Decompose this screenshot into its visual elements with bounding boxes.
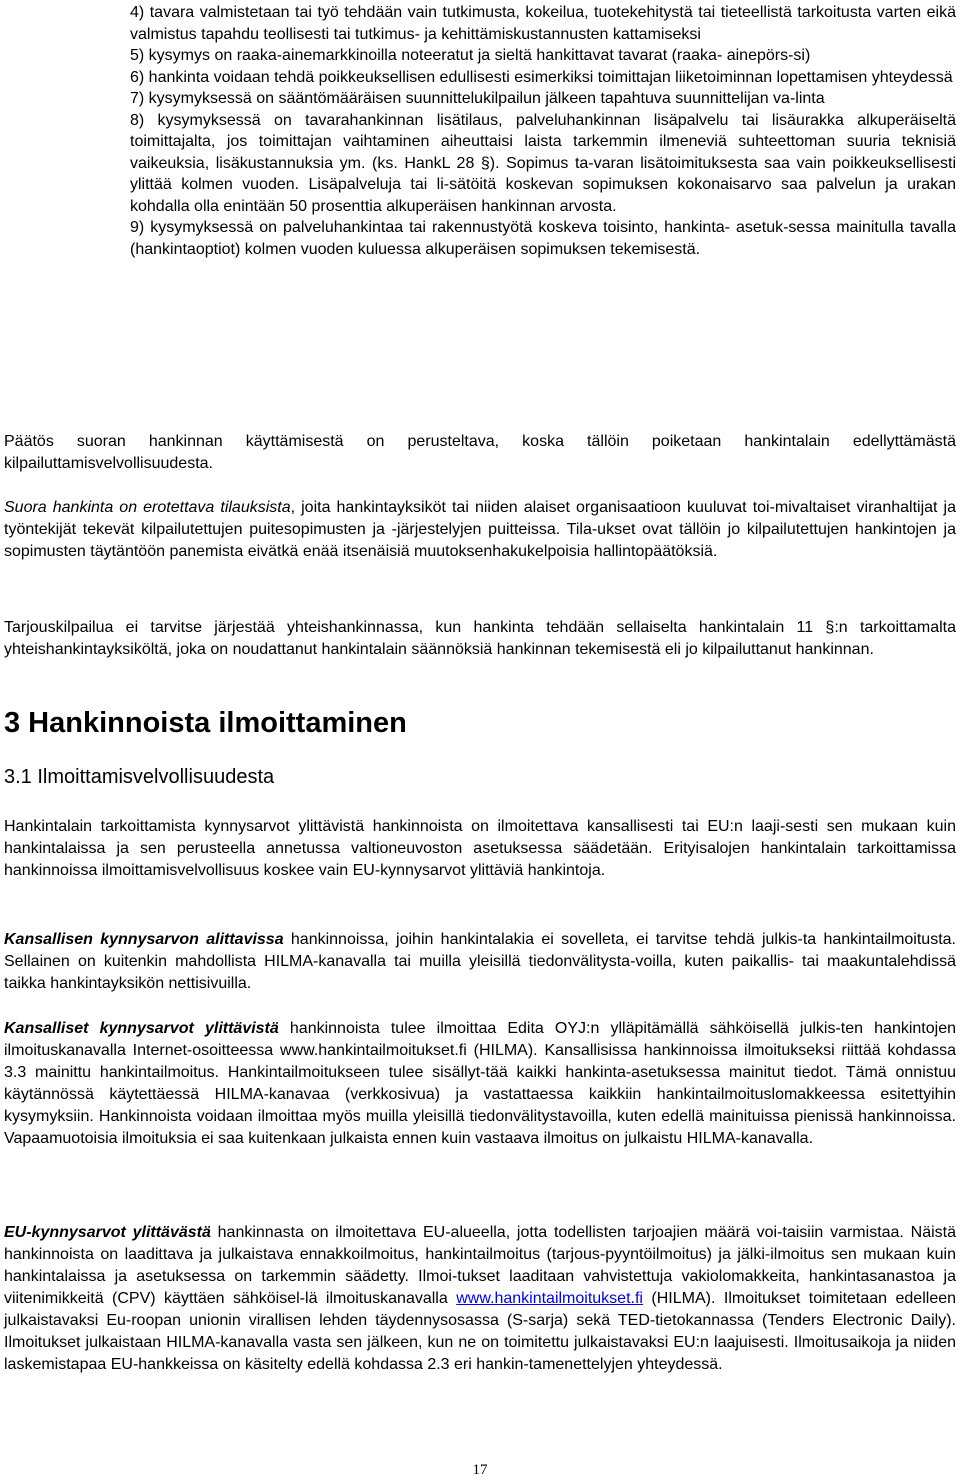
hilma-link[interactable]: www.hankintailmoitukset.fi: [456, 1290, 643, 1307]
list-item: 8) kysymyksessä on tavarahankinnan lisätilaus, palveluhankinnan lisäpalvelu tai lisäurakka alkuperäiseltä toimittajalta, jos toimittajan vaihtaminen aiheuttaisi laista tarkemmin ilmeneviä suhteettoman suuria teknisiä vaikeuksia, lisäkustannuksia ym. (ks. HankL 28 §). Sopimus ta-varan lisätoimituksesta saa vain poikkeuksellisesti ylittää kolmen vuoden. Lisäpalveluja tai li-sätöitä koskevan sopimuksen kokonaisarvo saa palvelun ja urakan kohdalla olla enintään 50 prosenttia alkuperäisen hankinnan arvosta.: [130, 111, 956, 215]
emphasis: Kansalliset kynnysarvot ylittävistä: [4, 1020, 279, 1037]
paragraph-tarjouskilpailu: Tarjouskilpailua ei tarvitse järjestää yhteishankinnassa, kun hankinta tehdään sellaiselta hankintalain 11 §:n tarkoittamalta yhteishankintayksiköltä, joka on noudattanut hankintalain säännöksiä hankinnan tekemisestä eli jo kilpailuttanut hankinnan.: [4, 619, 956, 658]
paragraph-text: hankinnoista tulee ilmoittaa Edita OYJ:n ylläpitämällä sähköisellä julkis-ten hankintojen ilmoituskanavalla Internet-osoitteessa www.hankintailmoitukset.fi (HILMA). Kansallisissa hankinnoissa ilmoitukseksi riittää kohdassa 3.3 mainittu hankintailmoitus. Hankintailmoitukseen tulee sisällyt-tää kaikki hankinta-asetuksessa mainitut tiedot. Tämä onnistuu käytännössä käytettäessä HILMA-kanavaa (verkkosivua) ja vastattaessa kaikkiin hankintailmoituslomakkeessa esitettyihin kysymyksiin. Hankinnoista voidaan ilmoittaa myös muilla yleisillä tiedonvälitystavoilla, kuten edellä mainituissa pienissä hankinnoissa. Vapaamuotoisia ilmoituksia ei saa kuitenkaan julkaista ennen kuin vastaava ilmoitus on julkaistu HILMA-kanavalla.: [4, 1020, 957, 1147]
list-item: 6) hankinta voidaan tehdä poikkeuksellisen edullisesti esimerkiksi toimittajan liiketoiminnan lopettamisen yhteydessä: [130, 68, 953, 86]
criteria-list: [130, 2, 956, 260]
paragraph-alittavissa: [4, 929, 956, 995]
list-item: 5) kysymys on raaka-ainemarkkinoilla noteeratut ja sieltä hankittavat tavarat (raaka- ainepörs-si): [130, 47, 811, 64]
emphasis: Suora hankinta on erotettava tilauksista: [4, 499, 291, 516]
paragraph-text: (HILMA). Ilmoitukset toimitetaan edelleen julkaistavaksi Eu-roopan unionin virallisen lehden täydennysosassa (S-sarja) sekä TED-tietokannassa (Tenders Electronic Daily). Ilmoitukset julkaistaan HILMA-kanavalla vasta sen jälkeen, kun ne on toimitettu julkaistavaksi EU:n laajuisesti. Ilmoitusaikoja ja niiden laskemistapaa EU-hankkeissa on käsitelty edellä kohdassa 2.3 eri hankin-tamenettelyjen yhteydessä.: [4, 1290, 957, 1373]
paragraph-ylittavista: [4, 1018, 956, 1150]
paragraph-text: hankinnoissa, joihin hankintalakia ei sovelleta, ei tarvitse tehdä julkis-ta hankintailmoitusta. Sellainen on kuitenkin mahdollista HILMA-kanavalla tai muilla yleisillä tiedonvälitysta-voilla, kuten paikallis- tai maakuntalehdissä taikka hankintayksikön nettisivuilla.: [4, 931, 956, 992]
emphasis: Kansallisen kynnysarvon alittavissa: [4, 931, 284, 948]
paragraph-text: hankinnasta on ilmoitettava EU-alueella, jotta todellisten tarjoajien määrä voi-taisiin varmistaa. Näistä hankinnoista on laadittava ja julkaistava ennakkoilmoitus, hankintailmoitus (tarjous-pyyntöilmoitus) ja jälki-ilmoitus sen mukaan kuin hankintalaissa ja asetuksessa on tarkemmin säädetty. Ilmoi-tukset laaditaan vahvistettuja vakiolomakkeita, hankintasanastoa ja viitenimikkeitä (CPV) käyttäen sähköisel-lä ilmoituskanavalla: [4, 1224, 957, 1307]
list-item: 9) kysymyksessä on palveluhankintaa tai rakennustyötä koskeva toisinto, hankinta- asetuk-sessa mainitulla tavalla (hankintaoptiot) kolmen vuoden kuluessa alkuperäisen sopimuksen tekemisestä.: [130, 219, 956, 258]
section-heading: 3 Hankinnoista ilmoittaminen: [4, 707, 407, 739]
page-number: 17: [472, 1462, 488, 1478]
paragraph-decision: Päätös suoran hankinnan käyttämisestä on perusteltava, koska tällöin poiketaan hankintalain edellyttämästä kilpailuttamisvelvollisuudesta.: [4, 433, 956, 472]
list-item: 7) kysymyksessä on sääntömääräisen suunnittelukilpailun jälkeen tapahtuva suunnittelijan va-linta: [130, 90, 825, 107]
emphasis: EU-kynnysarvot ylittävästä: [4, 1224, 211, 1241]
paragraph-suora-hankinta: [4, 497, 956, 563]
paragraph-intro: Hankintalain tarkoittamista kynnysarvot ylittävistä hankinnoista on ilmoitettava kansallisesti tai EU:n laaji-sesti sen mukaan kuin hankintalaissa ja sen perusteella annetussa valtioneuvoston asetuksessa säädetään. Erityisalojen hankintalain tarkoittamissa hankinnoissa ilmoittamisvelvollisuus koskee vain EU-kynnysarvot ylittäviä hankintoja.: [4, 818, 956, 879]
paragraph-eu-kynnysarvot: [4, 1222, 956, 1376]
list-item: 4) tavara valmistetaan tai työ tehdään vain tutkimusta, kokeilua, tuotekehitystä tai tieteellistä tarkoitusta varten eikä valmistus tapahdu teollisesti tai tutkimus- ja kehittämiskustannusten kattamiseksi: [130, 4, 956, 43]
subsection-heading: 3.1 Ilmoittamisvelvollisuudesta: [4, 766, 275, 788]
paragraph-text: , joita hankintayksiköt tai niiden alaiset organisaatioon kuuluvat toi-mivaltaiset viranhaltijat ja työntekijät tekevät kilpailutettujen puitesopimusten ja -järjestelyjen puitteissa. Tila-ukset ovat tällöin jo kilpailutettujen hankintojen ja sopimusten täytäntöön panemista eivätkä enää itsenäisiä muutoksenhakukelpoisia hallintopäätöksiä.: [4, 499, 956, 560]
